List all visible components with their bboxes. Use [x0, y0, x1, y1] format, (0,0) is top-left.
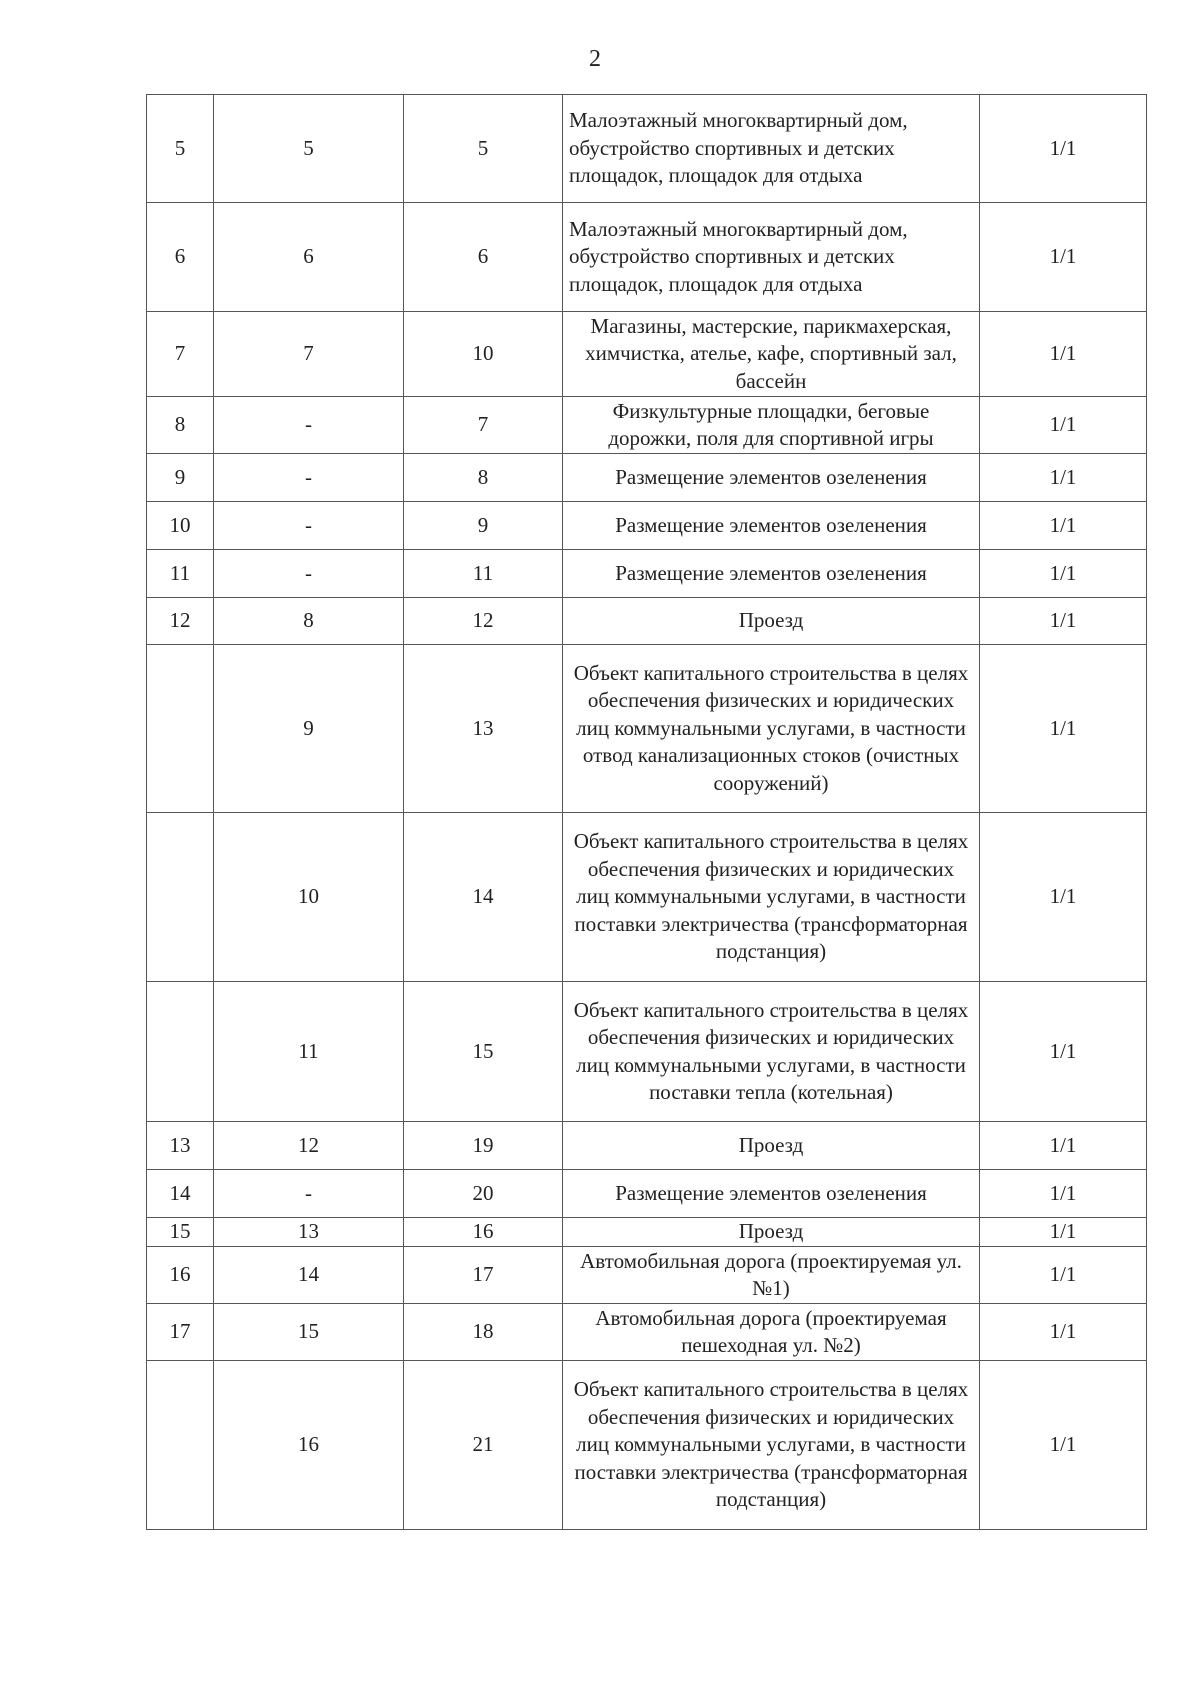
cell-share: 1/1	[980, 312, 1147, 397]
cell-old-number: 8	[214, 598, 404, 645]
cell-permitted-use: Автомобильная дорога (проектируемая ул. №1)	[563, 1247, 980, 1304]
cell-permitted-use: Размещение элементов озеленения	[563, 502, 980, 550]
table-row	[147, 1218, 1147, 1247]
cell-old-number: 5	[214, 95, 404, 203]
cell-plot-number: 14	[404, 813, 563, 982]
cell-plot-number: 15	[404, 982, 563, 1122]
cell-old-number: 14	[214, 1247, 404, 1304]
cell-old-number: -	[214, 454, 404, 502]
cell-share: 1/1	[980, 598, 1147, 645]
cell-plot-number: 20	[404, 1170, 563, 1218]
table-row	[147, 312, 1147, 397]
table-row	[147, 1361, 1147, 1530]
cell-number: 6	[147, 203, 214, 312]
table-row	[147, 598, 1147, 645]
cell-permitted-use: Объект капитального строительства в целях обеспечения физических и юридических лиц коммунальными услугами, в частности поставки электричества (трансформаторная подстанция)	[563, 813, 980, 982]
table-row	[147, 1304, 1147, 1361]
table-row	[147, 645, 1147, 813]
cell-old-number: 7	[214, 312, 404, 397]
cell-plot-number: 12	[404, 598, 563, 645]
cell-number: 17	[147, 1304, 214, 1361]
cell-old-number: 13	[214, 1218, 404, 1247]
table-row	[147, 95, 1147, 203]
cell-plot-number: 17	[404, 1247, 563, 1304]
cell-share: 1/1	[980, 1122, 1147, 1170]
cell-number: 9	[147, 454, 214, 502]
cell-permitted-use: Размещение элементов озеленения	[563, 454, 980, 502]
cell-permitted-use: Объект капитального строительства в целях обеспечения физических и юридических лиц коммунальными услугами, в частности поставки тепла (котельная)	[563, 982, 980, 1122]
cell-old-number: 11	[214, 982, 404, 1122]
cell-plot-number: 9	[404, 502, 563, 550]
cell-old-number: -	[214, 550, 404, 598]
cell-permitted-use: Проезд	[563, 1218, 980, 1247]
cell-plot-number: 16	[404, 1218, 563, 1247]
cell-share: 1/1	[980, 1304, 1147, 1361]
cell-number	[147, 1361, 214, 1530]
cell-share: 1/1	[980, 813, 1147, 982]
cell-plot-number: 6	[404, 203, 563, 312]
cell-old-number: 12	[214, 1122, 404, 1170]
cell-share: 1/1	[980, 502, 1147, 550]
cell-old-number: 9	[214, 645, 404, 813]
cell-permitted-use: Объект капитального строительства в целях обеспечения физических и юридических лиц коммунальными услугами, в частности поставки электричества (трансформаторная подстанция)	[563, 1361, 980, 1530]
cell-permitted-use: Малоэтажный многоквартирный дом, обустройство спортивных и детских площадок, площадок для отдыха	[563, 203, 980, 312]
cell-share: 1/1	[980, 95, 1147, 203]
cell-plot-number: 5	[404, 95, 563, 203]
cell-share: 1/1	[980, 1247, 1147, 1304]
cell-share: 1/1	[980, 1361, 1147, 1530]
table-row	[147, 502, 1147, 550]
cell-share: 1/1	[980, 454, 1147, 502]
cell-plot-number: 21	[404, 1361, 563, 1530]
cell-permitted-use: Объект капитального строительства в целях обеспечения физических и юридических лиц коммунальными услугами, в частности отвод канализационных стоков (очистных сооружений)	[563, 645, 980, 813]
cell-share: 1/1	[980, 550, 1147, 598]
cell-permitted-use: Проезд	[563, 598, 980, 645]
table-row	[147, 397, 1147, 454]
cell-permitted-use: Автомобильная дорога (проектируемая пешеходная ул. №2)	[563, 1304, 980, 1361]
table-row	[147, 454, 1147, 502]
cell-number: 13	[147, 1122, 214, 1170]
cell-number: 10	[147, 502, 214, 550]
cell-share: 1/1	[980, 645, 1147, 813]
cell-plot-number: 19	[404, 1122, 563, 1170]
cell-plot-number: 10	[404, 312, 563, 397]
table-row	[147, 813, 1147, 982]
cell-old-number: 15	[214, 1304, 404, 1361]
cell-number: 16	[147, 1247, 214, 1304]
cell-permitted-use: Размещение элементов озеленения	[563, 1170, 980, 1218]
cell-permitted-use: Проезд	[563, 1122, 980, 1170]
table-row	[147, 1122, 1147, 1170]
cell-plot-number: 11	[404, 550, 563, 598]
page-number: 2	[589, 46, 601, 72]
cell-plot-number: 7	[404, 397, 563, 454]
cell-number: 5	[147, 95, 214, 203]
cell-share: 1/1	[980, 203, 1147, 312]
cell-number: 11	[147, 550, 214, 598]
cell-old-number: 6	[214, 203, 404, 312]
cell-old-number: 10	[214, 813, 404, 982]
cell-number	[147, 645, 214, 813]
cell-permitted-use: Магазины, мастерские, парикмахерская, химчистка, ателье, кафе, спортивный зал, бассейн	[563, 312, 980, 397]
cell-share: 1/1	[980, 397, 1147, 454]
cell-old-number: 16	[214, 1361, 404, 1530]
cell-old-number: -	[214, 1170, 404, 1218]
cell-plot-number: 18	[404, 1304, 563, 1361]
land-plots-table	[146, 94, 1147, 1530]
table-row	[147, 550, 1147, 598]
table-row	[147, 1170, 1147, 1218]
cell-number: 7	[147, 312, 214, 397]
cell-number	[147, 813, 214, 982]
table-row	[147, 982, 1147, 1122]
cell-old-number: -	[214, 502, 404, 550]
table-row	[147, 203, 1147, 312]
cell-permitted-use: Размещение элементов озеленения	[563, 550, 980, 598]
cell-share: 1/1	[980, 1170, 1147, 1218]
cell-number	[147, 982, 214, 1122]
table-row	[147, 1247, 1147, 1304]
cell-plot-number: 8	[404, 454, 563, 502]
cell-permitted-use: Физкультурные площадки, беговые дорожки, поля для спортивной игры	[563, 397, 980, 454]
cell-old-number: -	[214, 397, 404, 454]
cell-number: 15	[147, 1218, 214, 1247]
cell-permitted-use: Малоэтажный многоквартирный дом, обустройство спортивных и детских площадок, площадок для отдыха	[563, 95, 980, 203]
cell-number: 8	[147, 397, 214, 454]
cell-share: 1/1	[980, 1218, 1147, 1247]
cell-plot-number: 13	[404, 645, 563, 813]
cell-share: 1/1	[980, 982, 1147, 1122]
cell-number: 12	[147, 598, 214, 645]
cell-number: 14	[147, 1170, 214, 1218]
